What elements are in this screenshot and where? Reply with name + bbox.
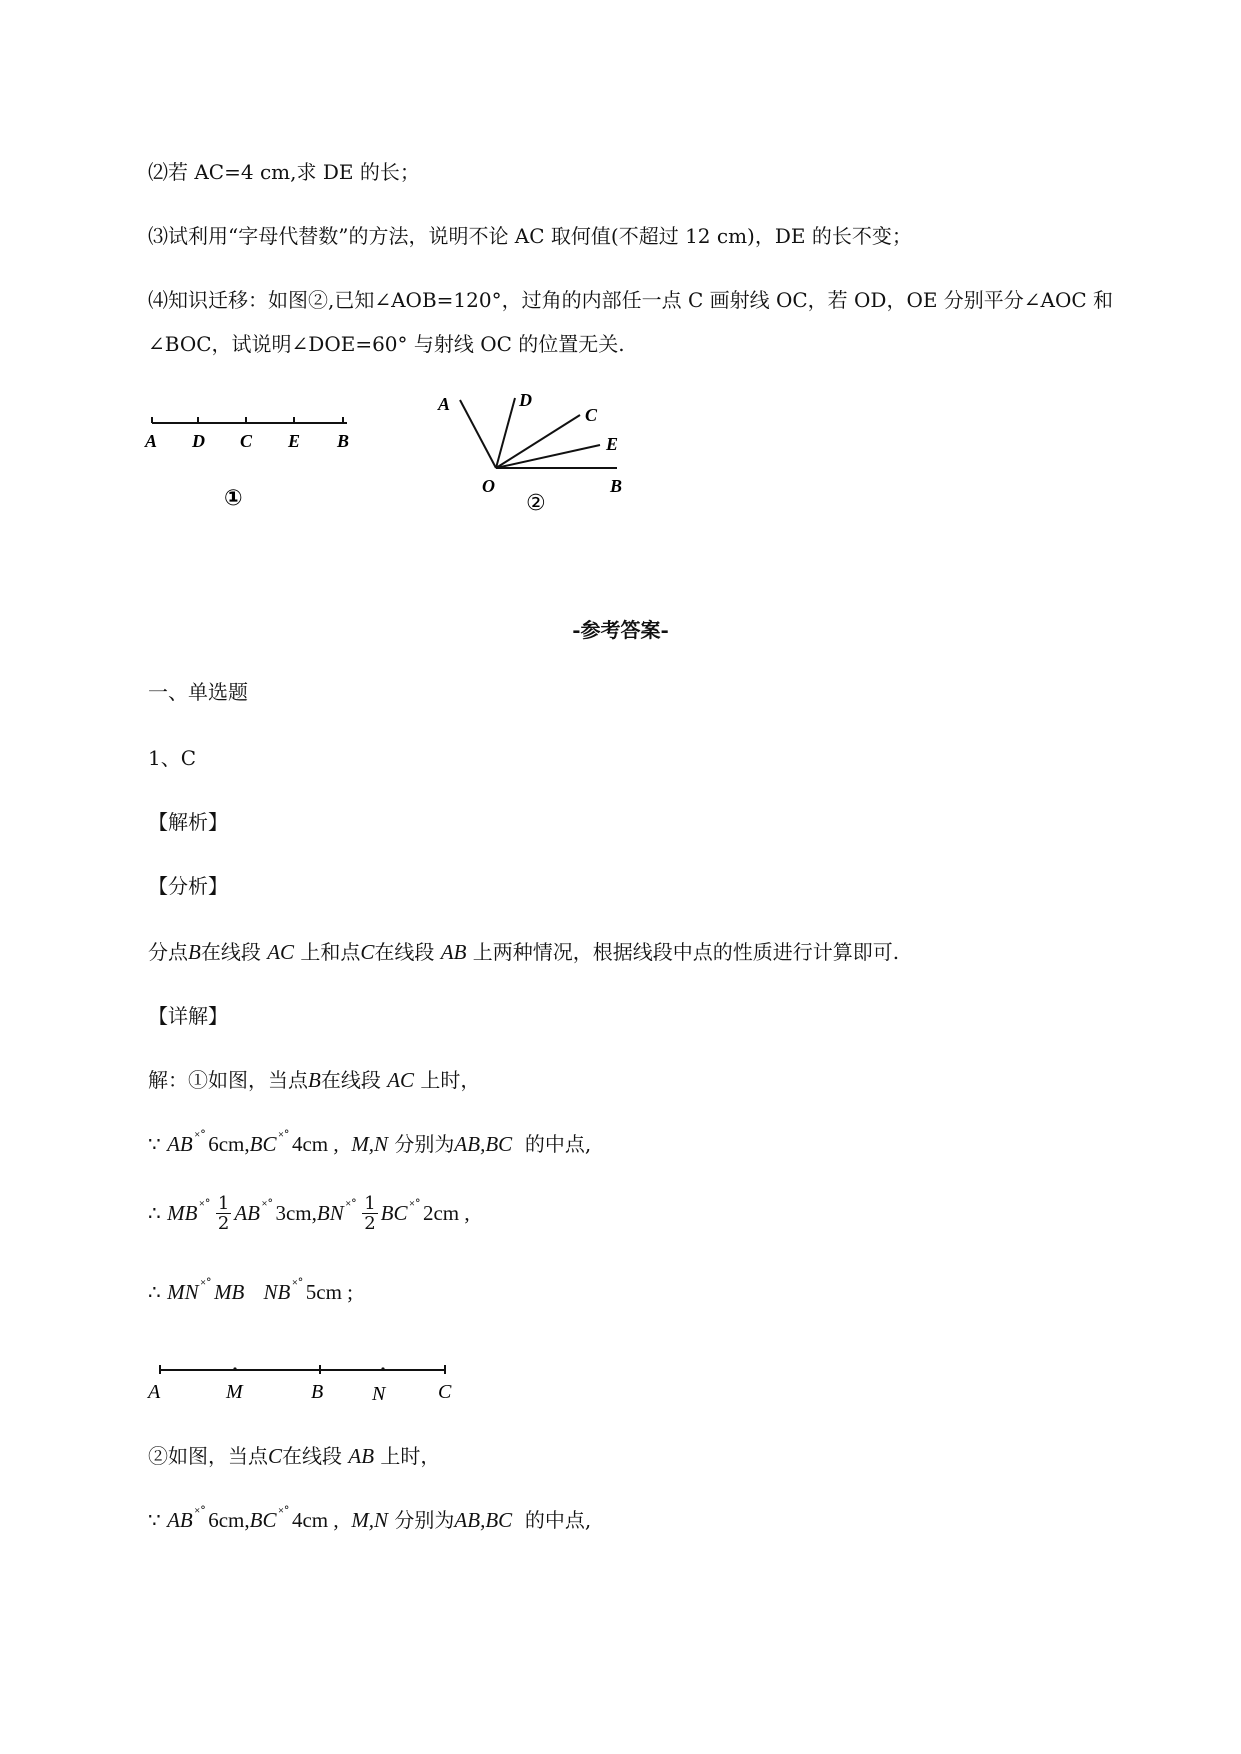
fig3-label-b: B <box>311 1381 324 1403</box>
therefore-line-2: ∴ MN ˟˚MB NB ˟˚5cm ; <box>148 1278 354 1304</box>
because-line-2: ∵ AB ˟˚6cm,BC ˟˚4cm , M,N 分别为AB,BC 的中点, <box>148 1506 592 1532</box>
answer-heading: -参考答案- <box>572 618 669 642</box>
figure-3-segment <box>140 1358 460 1418</box>
case1-intro: 解：①如图，当点B在线段 AC 上时， <box>148 1068 481 1092</box>
fig1-label-e: E <box>288 431 301 451</box>
fig1-label-d: D <box>192 431 205 451</box>
section-title: 一、单选题 <box>148 680 248 704</box>
fig3-label-c: C <box>438 1381 452 1403</box>
therefore-line-1: ∴ MB ˟˚ $\frac{1}{2}$ AB ˟˚3cm,BN ˟˚ $\frac{1}{2}$ BC ˟˚2cm , <box>148 1193 470 1234</box>
question-4-line1: ⑷知识迁移：如图②,已知∠AOB=120°，过角的内部任一点 C 画射线 OC，若 OD，OE 分别平分∠AOC 和 <box>148 288 1114 312</box>
fig1-label-a: A <box>145 431 158 451</box>
fig2-label-o: O <box>482 476 495 496</box>
case2-intro: ②如图，当点C在线段 AB 上时， <box>148 1444 441 1468</box>
fig3-label-m: M <box>226 1381 243 1403</box>
figure-1-segment <box>140 405 360 515</box>
analysis-text: 分点B在线段 AC 上和点C在线段 AB 上两种情况，根据线段中点的性质进行计算即可. <box>148 940 900 964</box>
fig2-label-e: E <box>606 434 619 454</box>
question-3: ⑶试利用“字母代替数”的方法，说明不论 AC 取何值(不超过 12 cm)，DE 的长不变； <box>148 224 912 248</box>
fig1-label-b: B <box>337 431 350 451</box>
jiexi-label: 【解析】 <box>148 810 228 834</box>
fig3-label-a: A <box>148 1381 161 1403</box>
fig2-label-b: B <box>610 476 623 496</box>
answer-item-1: 1、C <box>148 746 197 770</box>
question-4-line2: ∠BOC，试说明∠DOE=60° 与射线 OC 的位置无关. <box>148 332 625 356</box>
question-2: ⑵若 AC=4 cm,求 DE 的长； <box>148 160 420 184</box>
fenxi-label: 【分析】 <box>148 874 228 898</box>
fig3-label-n: N <box>372 1383 386 1405</box>
because-line-1: ∵ AB ˟˚6cm,BC ˟˚4cm , M,N 分别为AB,BC 的中点, <box>148 1130 592 1156</box>
figure-2-angle <box>430 388 640 518</box>
fig2-label-c: C <box>585 405 598 425</box>
fig2-label-a: A <box>438 394 451 414</box>
fig1-caption: ① <box>224 486 243 511</box>
fig2-caption: ② <box>526 491 546 516</box>
fig1-label-c: C <box>240 431 253 451</box>
fig2-label-d: D <box>519 390 532 410</box>
xiangjie-label: 【详解】 <box>148 1004 228 1028</box>
